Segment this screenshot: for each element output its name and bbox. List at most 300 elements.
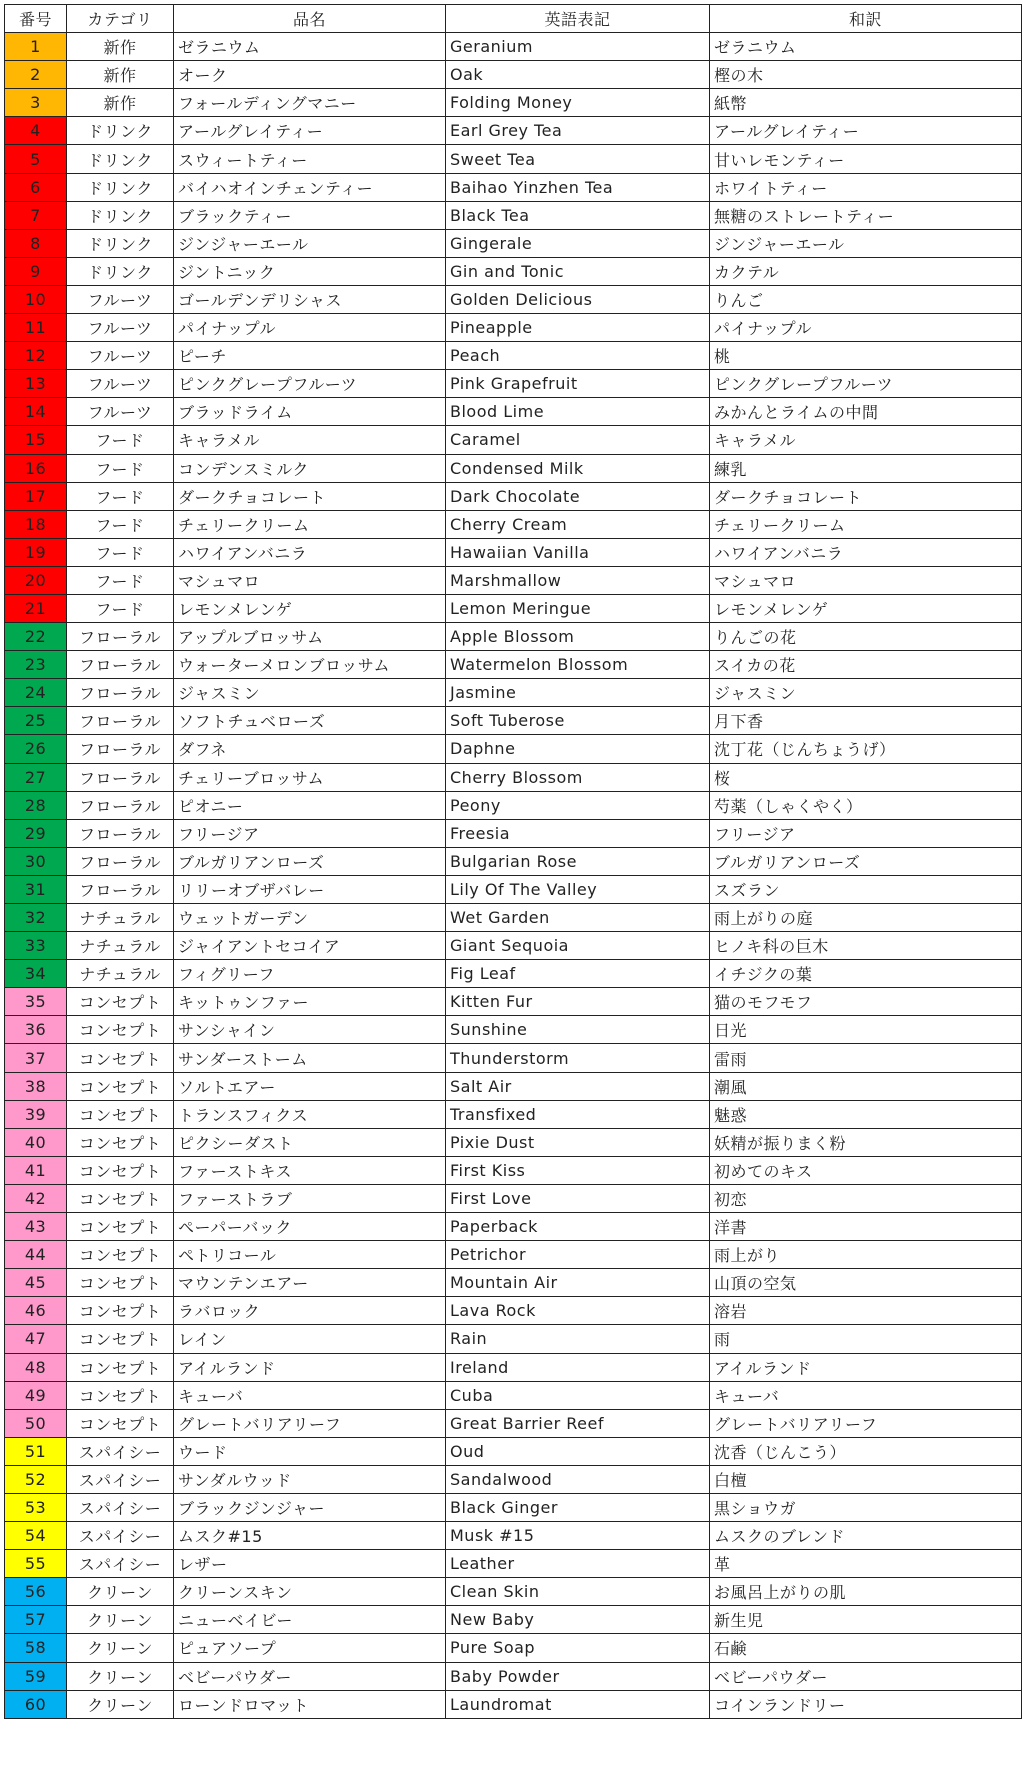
product-name-cell: サンシャイン: [174, 1016, 446, 1044]
category-cell: フード: [67, 566, 174, 594]
japanese-translation-cell: ベビーパウダー: [710, 1662, 1022, 1690]
product-name-cell: ムスク#15: [174, 1522, 446, 1550]
english-name-cell: Dark Chocolate: [446, 482, 710, 510]
number-cell: 27: [5, 763, 67, 791]
english-name-cell: Black Ginger: [446, 1493, 710, 1521]
number-cell: 39: [5, 1100, 67, 1128]
number-cell: 28: [5, 791, 67, 819]
japanese-translation-cell: 雨上がりの庭: [710, 904, 1022, 932]
english-name-cell: Giant Sequoia: [446, 932, 710, 960]
number-cell: 35: [5, 988, 67, 1016]
english-name-cell: Pineapple: [446, 314, 710, 342]
product-name-cell: コンデンスミルク: [174, 454, 446, 482]
number-cell: 18: [5, 510, 67, 538]
table-row: [5, 1213, 1022, 1241]
category-cell: フード: [67, 594, 174, 622]
product-name-cell: ブラックティー: [174, 201, 446, 229]
table-row: [5, 342, 1022, 370]
english-name-cell: Apple Blossom: [446, 623, 710, 651]
japanese-translation-cell: 沈丁花（じんちょうげ）: [710, 735, 1022, 763]
product-name-cell: キャラメル: [174, 426, 446, 454]
table-row: [5, 1578, 1022, 1606]
number-cell: 19: [5, 538, 67, 566]
number-cell: 23: [5, 651, 67, 679]
category-cell: フルーツ: [67, 314, 174, 342]
number-cell: 46: [5, 1297, 67, 1325]
english-name-cell: Oud: [446, 1437, 710, 1465]
product-name-cell: ゼラニウム: [174, 33, 446, 61]
english-name-cell: Freesia: [446, 819, 710, 847]
category-cell: コンセプト: [67, 1353, 174, 1381]
english-name-cell: Hawaiian Vanilla: [446, 538, 710, 566]
number-cell: 59: [5, 1662, 67, 1690]
english-name-cell: Pure Soap: [446, 1634, 710, 1662]
category-cell: クリーン: [67, 1606, 174, 1634]
table-row: [5, 1269, 1022, 1297]
number-cell: 32: [5, 904, 67, 932]
japanese-translation-cell: 沈香（じんこう）: [710, 1437, 1022, 1465]
number-cell: 10: [5, 285, 67, 313]
japanese-translation-cell: 黒ショウガ: [710, 1493, 1022, 1521]
category-cell: フード: [67, 538, 174, 566]
table-row: [5, 1184, 1022, 1212]
category-cell: コンセプト: [67, 988, 174, 1016]
japanese-translation-cell: コインランドリー: [710, 1690, 1022, 1718]
product-name-cell: ジャイアントセコイア: [174, 932, 446, 960]
table-row: [5, 229, 1022, 257]
number-cell: 25: [5, 707, 67, 735]
category-cell: ドリンク: [67, 173, 174, 201]
category-cell: フルーツ: [67, 370, 174, 398]
japanese-translation-cell: 山頂の空気: [710, 1269, 1022, 1297]
english-name-cell: Mountain Air: [446, 1269, 710, 1297]
table-row: [5, 594, 1022, 622]
table-row: [5, 1044, 1022, 1072]
english-name-cell: Watermelon Blossom: [446, 651, 710, 679]
category-cell: ナチュラル: [67, 960, 174, 988]
number-cell: 34: [5, 960, 67, 988]
category-cell: フルーツ: [67, 398, 174, 426]
english-name-cell: Golden Delicious: [446, 285, 710, 313]
category-cell: コンセプト: [67, 1100, 174, 1128]
category-cell: コンセプト: [67, 1297, 174, 1325]
category-cell: 新作: [67, 61, 174, 89]
table-row: [5, 623, 1022, 651]
japanese-translation-cell: 初恋: [710, 1184, 1022, 1212]
table-row: [5, 1325, 1022, 1353]
number-cell: 16: [5, 454, 67, 482]
number-cell: 15: [5, 426, 67, 454]
product-name-cell: キットゥンファー: [174, 988, 446, 1016]
table-row: [5, 735, 1022, 763]
english-name-cell: Soft Tuberose: [446, 707, 710, 735]
japanese-translation-cell: レモンメレンゲ: [710, 594, 1022, 622]
number-cell: 40: [5, 1128, 67, 1156]
table-row: [5, 510, 1022, 538]
table-row: [5, 1072, 1022, 1100]
category-cell: コンセプト: [67, 1184, 174, 1212]
table-row: [5, 932, 1022, 960]
japanese-translation-cell: 溶岩: [710, 1297, 1022, 1325]
category-cell: スパイシー: [67, 1437, 174, 1465]
table-row: [5, 257, 1022, 285]
product-name-cell: ブラックジンジャー: [174, 1493, 446, 1521]
number-cell: 3: [5, 89, 67, 117]
english-name-cell: Lemon Meringue: [446, 594, 710, 622]
product-name-cell: ニューベイビー: [174, 1606, 446, 1634]
japanese-translation-cell: 練乳: [710, 454, 1022, 482]
category-cell: フルーツ: [67, 342, 174, 370]
category-cell: スパイシー: [67, 1522, 174, 1550]
english-name-cell: Baihao Yinzhen Tea: [446, 173, 710, 201]
japanese-translation-cell: 雨上がり: [710, 1241, 1022, 1269]
japanese-translation-cell: フリージア: [710, 819, 1022, 847]
japanese-translation-cell: アイルランド: [710, 1353, 1022, 1381]
category-cell: フローラル: [67, 875, 174, 903]
table-row: [5, 847, 1022, 875]
category-cell: フード: [67, 454, 174, 482]
number-cell: 51: [5, 1437, 67, 1465]
category-cell: ドリンク: [67, 201, 174, 229]
product-name-cell: オーク: [174, 61, 446, 89]
japanese-translation-cell: 甘いレモンティー: [710, 145, 1022, 173]
japanese-translation-cell: 月下香: [710, 707, 1022, 735]
product-name-cell: レモンメレンゲ: [174, 594, 446, 622]
number-cell: 38: [5, 1072, 67, 1100]
english-name-cell: Daphne: [446, 735, 710, 763]
product-name-cell: ジンジャーエール: [174, 229, 446, 257]
japanese-translation-cell: ジンジャーエール: [710, 229, 1022, 257]
english-name-cell: Laundromat: [446, 1690, 710, 1718]
table-row: [5, 679, 1022, 707]
category-cell: フローラル: [67, 735, 174, 763]
category-cell: クリーン: [67, 1578, 174, 1606]
table-row: [5, 1634, 1022, 1662]
category-cell: コンセプト: [67, 1072, 174, 1100]
table-row: [5, 1465, 1022, 1493]
number-cell: 12: [5, 342, 67, 370]
number-cell: 24: [5, 679, 67, 707]
english-name-cell: Great Barrier Reef: [446, 1409, 710, 1437]
english-name-cell: Baby Powder: [446, 1662, 710, 1690]
english-name-cell: Earl Grey Tea: [446, 117, 710, 145]
table-row: [5, 1016, 1022, 1044]
scent-table: [4, 4, 1022, 1719]
english-name-cell: Bulgarian Rose: [446, 847, 710, 875]
table-row: [5, 1690, 1022, 1718]
table-row: [5, 1156, 1022, 1184]
japanese-translation-cell: 初めてのキス: [710, 1156, 1022, 1184]
english-name-cell: Pink Grapefruit: [446, 370, 710, 398]
japanese-translation-cell: 芍薬（しゃくやく）: [710, 791, 1022, 819]
english-name-cell: Leather: [446, 1550, 710, 1578]
english-name-cell: Kitten Fur: [446, 988, 710, 1016]
english-name-cell: Lily Of The Valley: [446, 875, 710, 903]
number-cell: 49: [5, 1381, 67, 1409]
english-name-cell: Peach: [446, 342, 710, 370]
number-cell: 57: [5, 1606, 67, 1634]
number-cell: 5: [5, 145, 67, 173]
table-row: [5, 1128, 1022, 1156]
english-name-cell: Condensed Milk: [446, 454, 710, 482]
english-name-cell: Lava Rock: [446, 1297, 710, 1325]
english-name-cell: Pixie Dust: [446, 1128, 710, 1156]
japanese-translation-cell: 桃: [710, 342, 1022, 370]
product-name-cell: キューバ: [174, 1381, 446, 1409]
number-cell: 56: [5, 1578, 67, 1606]
product-name-cell: ジントニック: [174, 257, 446, 285]
number-cell: 6: [5, 173, 67, 201]
japanese-translation-cell: 新生児: [710, 1606, 1022, 1634]
category-cell: フード: [67, 510, 174, 538]
table-row: [5, 988, 1022, 1016]
english-name-cell: First Love: [446, 1184, 710, 1212]
english-name-cell: Black Tea: [446, 201, 710, 229]
header-japanese-translation: 和訳: [710, 5, 1022, 33]
category-cell: ドリンク: [67, 117, 174, 145]
table-row: [5, 1100, 1022, 1128]
english-name-cell: Paperback: [446, 1213, 710, 1241]
category-cell: クリーン: [67, 1662, 174, 1690]
product-name-cell: ピンクグレープフルーツ: [174, 370, 446, 398]
category-cell: フローラル: [67, 763, 174, 791]
table-row: [5, 173, 1022, 201]
category-cell: コンセプト: [67, 1044, 174, 1072]
japanese-translation-cell: お風呂上がりの肌: [710, 1578, 1022, 1606]
category-cell: フード: [67, 426, 174, 454]
table-row: [5, 1381, 1022, 1409]
number-cell: 41: [5, 1156, 67, 1184]
table-row: [5, 426, 1022, 454]
english-name-cell: Thunderstorm: [446, 1044, 710, 1072]
table-row: [5, 538, 1022, 566]
table-row: [5, 875, 1022, 903]
product-name-cell: ゴールデンデリシャス: [174, 285, 446, 313]
table-row: [5, 1662, 1022, 1690]
number-cell: 47: [5, 1325, 67, 1353]
number-cell: 58: [5, 1634, 67, 1662]
product-name-cell: リリーオブザバレー: [174, 875, 446, 903]
category-cell: コンセプト: [67, 1156, 174, 1184]
product-name-cell: ベビーパウダー: [174, 1662, 446, 1690]
product-name-cell: マシュマロ: [174, 566, 446, 594]
product-name-cell: パイナップル: [174, 314, 446, 342]
table-row: [5, 201, 1022, 229]
table-row: [5, 482, 1022, 510]
japanese-translation-cell: ジャスミン: [710, 679, 1022, 707]
number-cell: 37: [5, 1044, 67, 1072]
category-cell: ナチュラル: [67, 932, 174, 960]
table-row: [5, 1297, 1022, 1325]
table-row: [5, 960, 1022, 988]
number-cell: 29: [5, 819, 67, 847]
product-name-cell: クリーンスキン: [174, 1578, 446, 1606]
table-row: [5, 566, 1022, 594]
number-cell: 20: [5, 566, 67, 594]
number-cell: 42: [5, 1184, 67, 1212]
product-name-cell: アイルランド: [174, 1353, 446, 1381]
english-name-cell: Transfixed: [446, 1100, 710, 1128]
number-cell: 7: [5, 201, 67, 229]
japanese-translation-cell: 無糖のストレートティー: [710, 201, 1022, 229]
number-cell: 17: [5, 482, 67, 510]
number-cell: 4: [5, 117, 67, 145]
english-name-cell: Peony: [446, 791, 710, 819]
product-name-cell: スウィートティー: [174, 145, 446, 173]
product-name-cell: ハワイアンバニラ: [174, 538, 446, 566]
japanese-translation-cell: チェリークリーム: [710, 510, 1022, 538]
product-name-cell: フリージア: [174, 819, 446, 847]
english-name-cell: First Kiss: [446, 1156, 710, 1184]
table-row: [5, 145, 1022, 173]
category-cell: ナチュラル: [67, 904, 174, 932]
english-name-cell: Musk #15: [446, 1522, 710, 1550]
table-row: [5, 1522, 1022, 1550]
product-name-cell: ラバロック: [174, 1297, 446, 1325]
product-name-cell: ジャスミン: [174, 679, 446, 707]
english-name-cell: Jasmine: [446, 679, 710, 707]
category-cell: ドリンク: [67, 229, 174, 257]
category-cell: クリーン: [67, 1634, 174, 1662]
product-name-cell: ピクシーダスト: [174, 1128, 446, 1156]
scent-list-sheet: [4, 4, 1021, 1719]
japanese-translation-cell: 紙幣: [710, 89, 1022, 117]
japanese-translation-cell: ダークチョコレート: [710, 482, 1022, 510]
japanese-translation-cell: カクテル: [710, 257, 1022, 285]
table-row: [5, 1606, 1022, 1634]
category-cell: ドリンク: [67, 145, 174, 173]
english-name-cell: Sandalwood: [446, 1465, 710, 1493]
number-cell: 13: [5, 370, 67, 398]
category-cell: 新作: [67, 33, 174, 61]
japanese-translation-cell: 樫の木: [710, 61, 1022, 89]
table-row: [5, 454, 1022, 482]
product-name-cell: レザー: [174, 1550, 446, 1578]
english-name-cell: Cherry Blossom: [446, 763, 710, 791]
japanese-translation-cell: ブルガリアンローズ: [710, 847, 1022, 875]
number-cell: 36: [5, 1016, 67, 1044]
category-cell: コンセプト: [67, 1381, 174, 1409]
english-name-cell: Ireland: [446, 1353, 710, 1381]
category-cell: フード: [67, 482, 174, 510]
category-cell: フローラル: [67, 623, 174, 651]
product-name-cell: アップルブロッサム: [174, 623, 446, 651]
product-name-cell: バイハオインチェンティー: [174, 173, 446, 201]
table-row: [5, 1437, 1022, 1465]
category-cell: スパイシー: [67, 1550, 174, 1578]
english-name-cell: Gin and Tonic: [446, 257, 710, 285]
header-product-name: 品名: [174, 5, 446, 33]
product-name-cell: トランスフィクス: [174, 1100, 446, 1128]
english-name-cell: Rain: [446, 1325, 710, 1353]
english-name-cell: Cuba: [446, 1381, 710, 1409]
product-name-cell: ペーパーバック: [174, 1213, 446, 1241]
category-cell: コンセプト: [67, 1016, 174, 1044]
product-name-cell: レイン: [174, 1325, 446, 1353]
table-row: [5, 819, 1022, 847]
table-row: [5, 285, 1022, 313]
japanese-translation-cell: 雨: [710, 1325, 1022, 1353]
product-name-cell: ファーストキス: [174, 1156, 446, 1184]
number-cell: 48: [5, 1353, 67, 1381]
japanese-translation-cell: 桜: [710, 763, 1022, 791]
category-cell: コンセプト: [67, 1128, 174, 1156]
product-name-cell: サンダーストーム: [174, 1044, 446, 1072]
english-name-cell: Petrichor: [446, 1241, 710, 1269]
table-row: [5, 1493, 1022, 1521]
english-name-cell: Gingerale: [446, 229, 710, 257]
header-row: [5, 5, 1022, 33]
product-name-cell: ペトリコール: [174, 1241, 446, 1269]
japanese-translation-cell: 洋書: [710, 1213, 1022, 1241]
english-name-cell: Fig Leaf: [446, 960, 710, 988]
english-name-cell: Blood Lime: [446, 398, 710, 426]
japanese-translation-cell: 革: [710, 1550, 1022, 1578]
english-name-cell: Sunshine: [446, 1016, 710, 1044]
product-name-cell: チェリークリーム: [174, 510, 446, 538]
japanese-translation-cell: ムスクのブレンド: [710, 1522, 1022, 1550]
category-cell: フローラル: [67, 707, 174, 735]
number-cell: 22: [5, 623, 67, 651]
japanese-translation-cell: スイカの花: [710, 651, 1022, 679]
product-name-cell: マウンテンエアー: [174, 1269, 446, 1297]
table-row: [5, 651, 1022, 679]
english-name-cell: Folding Money: [446, 89, 710, 117]
english-name-cell: Caramel: [446, 426, 710, 454]
number-cell: 60: [5, 1690, 67, 1718]
number-cell: 1: [5, 33, 67, 61]
number-cell: 44: [5, 1241, 67, 1269]
table-row: [5, 398, 1022, 426]
header-category: カテゴリ: [67, 5, 174, 33]
product-name-cell: アールグレイティー: [174, 117, 446, 145]
product-name-cell: ブラッドライム: [174, 398, 446, 426]
number-cell: 45: [5, 1269, 67, 1297]
english-name-cell: Clean Skin: [446, 1578, 710, 1606]
product-name-cell: ウード: [174, 1437, 446, 1465]
english-name-cell: Sweet Tea: [446, 145, 710, 173]
category-cell: コンセプト: [67, 1325, 174, 1353]
category-cell: フルーツ: [67, 285, 174, 313]
table-row: [5, 370, 1022, 398]
japanese-translation-cell: キャラメル: [710, 426, 1022, 454]
category-cell: コンセプト: [67, 1269, 174, 1297]
english-name-cell: Cherry Cream: [446, 510, 710, 538]
header-english-name: 英語表記: [446, 5, 710, 33]
japanese-translation-cell: 白檀: [710, 1465, 1022, 1493]
japanese-translation-cell: スズラン: [710, 875, 1022, 903]
category-cell: スパイシー: [67, 1465, 174, 1493]
table-row: [5, 1353, 1022, 1381]
table-row: [5, 61, 1022, 89]
number-cell: 11: [5, 314, 67, 342]
product-name-cell: グレートバリアリーフ: [174, 1409, 446, 1437]
japanese-translation-cell: みかんとライムの中間: [710, 398, 1022, 426]
japanese-translation-cell: 雷雨: [710, 1044, 1022, 1072]
table-row: [5, 33, 1022, 61]
product-name-cell: ファーストラブ: [174, 1184, 446, 1212]
japanese-translation-cell: ホワイトティー: [710, 173, 1022, 201]
number-cell: 53: [5, 1493, 67, 1521]
category-cell: 新作: [67, 89, 174, 117]
english-name-cell: New Baby: [446, 1606, 710, 1634]
product-name-cell: フォールディングマニー: [174, 89, 446, 117]
product-name-cell: チェリーブロッサム: [174, 763, 446, 791]
japanese-translation-cell: りんご: [710, 285, 1022, 313]
japanese-translation-cell: ピンクグレープフルーツ: [710, 370, 1022, 398]
table-body: [5, 33, 1022, 1719]
number-cell: 55: [5, 1550, 67, 1578]
